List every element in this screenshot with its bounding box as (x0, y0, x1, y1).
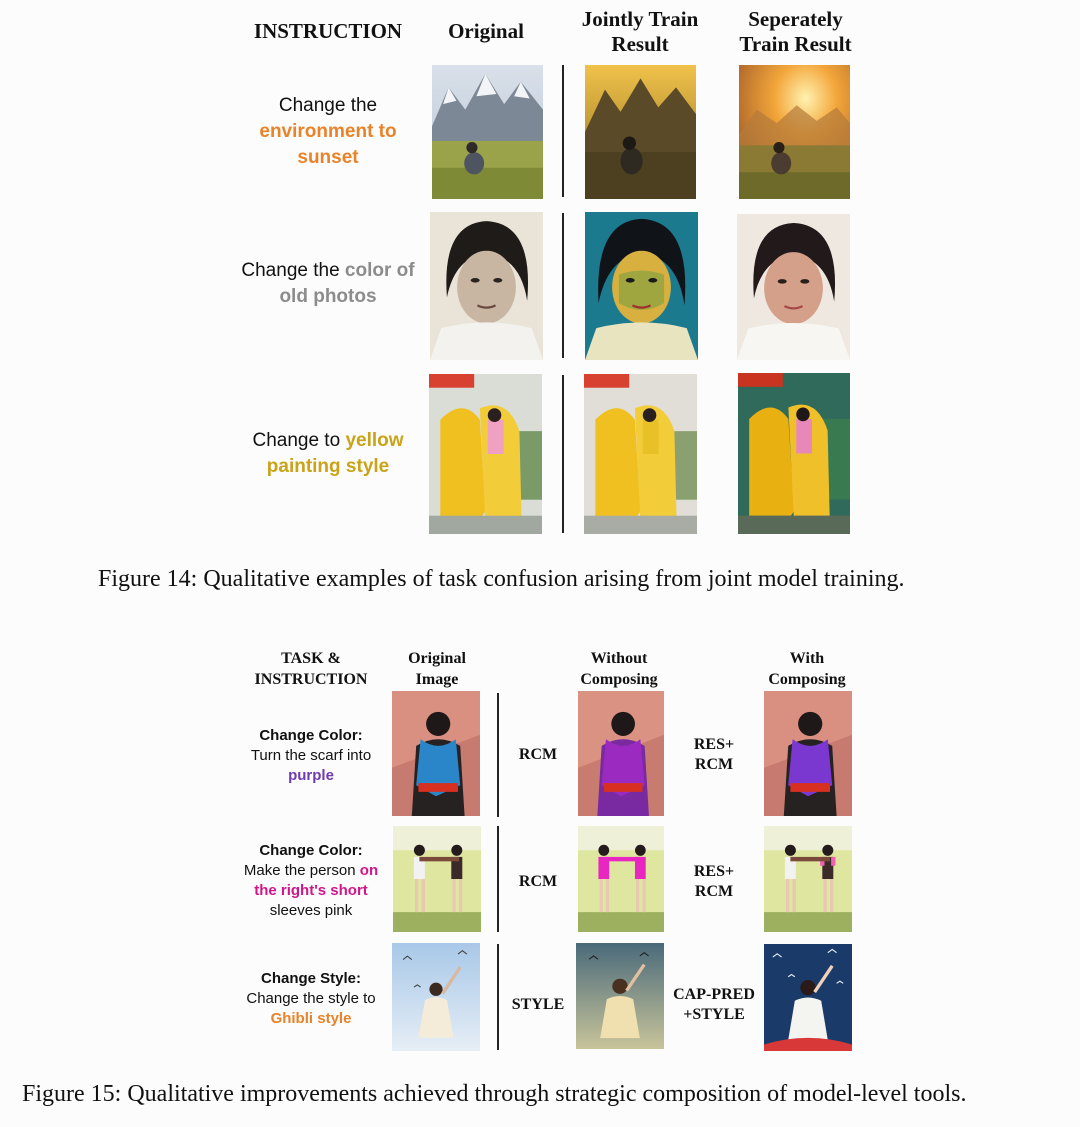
header-instruction: INSTRUCTION (253, 19, 403, 43)
instruction-change-color-2: Change Color: Make the person on the right's short sleeves pink (243, 842, 379, 919)
tool-label: RCM (518, 746, 558, 763)
header-original-image: Original Image (408, 650, 466, 688)
header-without-composing: Without Composing (580, 650, 658, 688)
composed-tool-label: CAP-PRED +STYLE (673, 986, 755, 1023)
composed-tool-label: RES+ RCM (693, 736, 735, 773)
without-composing-two-people (578, 826, 664, 932)
instruction-2: Change the color of old photos (241, 260, 415, 307)
figure-15-caption: Figure 15: Qualitative improvements achieved through strategic composition of model-level tools. (22, 1081, 967, 1107)
original-image-slide (429, 374, 542, 534)
separator-line (497, 944, 499, 1050)
separator-line (497, 826, 499, 932)
tool-label: STYLE (511, 996, 565, 1013)
separately-result-old-photo (737, 214, 850, 360)
separately-result-slide (738, 373, 850, 534)
separately-result-meadow (739, 65, 850, 199)
separator-line (562, 213, 564, 358)
jointly-result-meadow (585, 65, 696, 199)
with-composing-dancer (764, 944, 852, 1051)
original-image-dancer (392, 943, 480, 1051)
without-composing-dancer (576, 943, 664, 1049)
with-composing-two-people (764, 826, 852, 932)
without-composing-scarf (578, 691, 664, 816)
original-image-two-people (393, 826, 481, 932)
tool-label: RCM (518, 873, 558, 890)
instruction-1: Change the environment to sunset (259, 95, 397, 168)
header-with-composing: With Composing (768, 650, 846, 688)
separator-line (562, 375, 564, 533)
original-image-meadow (432, 65, 543, 199)
with-composing-scarf (764, 691, 852, 816)
composed-tool-label: RES+ RCM (693, 863, 735, 900)
jointly-result-slide (584, 374, 697, 534)
separator-line (562, 65, 564, 197)
instruction-3: Change to yellow painting style (252, 430, 404, 477)
jointly-result-old-photo (585, 212, 698, 360)
original-image-old-photo (430, 212, 543, 360)
header-task-instruction: TASK & INSTRUCTION (254, 650, 368, 688)
separator-line (497, 693, 499, 817)
original-image-scarf (392, 691, 480, 816)
figure-14-caption: Figure 14: Qualitative examples of task confusion arising from joint model training. (98, 566, 905, 592)
instruction-change-style: Change Style: Change the style to Ghibli style (246, 970, 376, 1027)
header-separately-train: Seperately Train Result (739, 7, 852, 56)
header-original: Original (448, 19, 524, 43)
instruction-change-color-1: Change Color: Turn the scarf into purple (250, 727, 372, 784)
header-jointly-train: Jointly Train Result (581, 7, 699, 56)
